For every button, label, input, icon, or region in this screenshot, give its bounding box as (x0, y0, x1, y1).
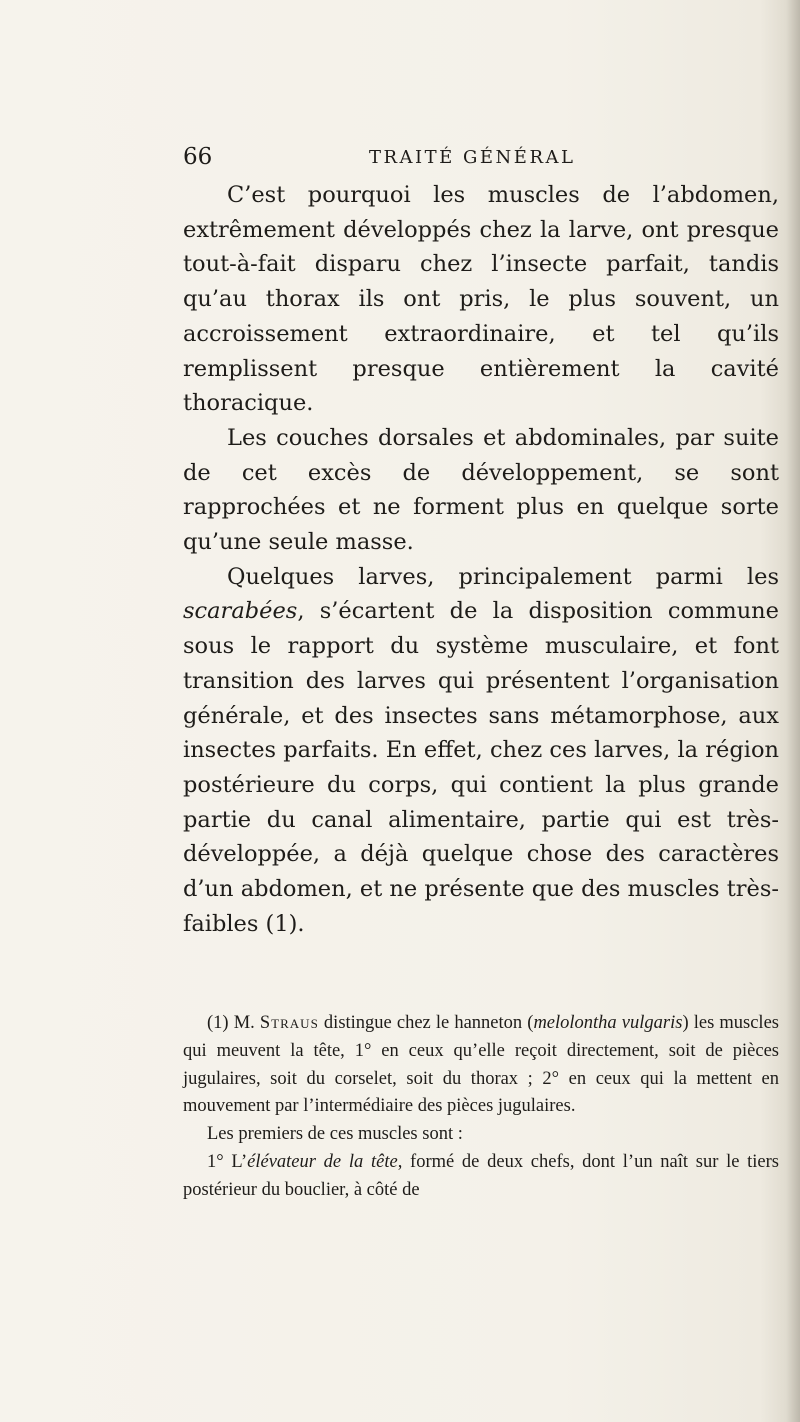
footnote-3-text: , formé de deux chefs, dont l’un naît sur le tiers postérieur du bouclier, à côté de (183, 1151, 779, 1200)
footnotes (183, 1010, 779, 1205)
footnote-text-a: distingue chez le hanneton ( (318, 1013, 534, 1033)
footnote-1 (183, 1010, 779, 1121)
paragraph-2: Les couches dorsales et abdominales, par suite de cet excès de développement, se sont rapprochées et ne forment plus en quelque sorte qu’une seule masse. (183, 424, 779, 556)
footnote-3-article: L’ (231, 1151, 248, 1172)
paragraph-3-rest: , s’écartent de la disposition commune sous le rapport du système musculaire, et font transition des larves qui présentent l’organisation générale, et des insectes sans métamorphose, aux insectes parfaits. En effet, chez ces larves, la région postérieure du corps, qui contient la plus grande partie du canal alimentaire, partie qui est très-développée, a déjà quelque chose des caractères d’un abdomen, et ne présente que des muscles très-faibles (1). (183, 598, 779, 937)
footnote-text-b: ) les muscles qui meuvent la tête, 1° en ceux qu’elle reçoit directement, soit de pièces jugulaires, soit du corselet, soit du thorax ; 2° en ceux qui la mettent en mouvement par l’intermédiaire des pièces jugulaires. (183, 1013, 779, 1117)
footnote-3 (183, 1149, 779, 1205)
page-edge-shadow (786, 0, 800, 1422)
page-number: 66 (183, 144, 213, 170)
footnote-2: Les premiers de ces muscles sont : (207, 1124, 463, 1145)
paragraph-1: C’est pourquoi les muscles de l’abdomen, extrêmement développés chez la larve, ont presque tout-à-fait disparu chez l’insecte parfait, tandis qu’au thorax ils ont pris, le plus souvent, un accroissement extraordinaire, et tel qu’ils remplissent presque entièrement la cavité thoracique. (183, 182, 779, 417)
paragraph-3-start: Quelques larves, principalement parmi les (227, 563, 779, 590)
footnote-3-number: 1° (207, 1151, 232, 1172)
footnote-3-term: élévateur de la tête (247, 1151, 398, 1172)
scarabees-term: scarabées (183, 598, 298, 625)
main-text (183, 178, 779, 941)
page-header (183, 140, 779, 180)
paragraph-3 (183, 560, 779, 942)
footnote-marker: (1) M. (207, 1013, 260, 1033)
footnote-species: melolontha vulgaris (533, 1013, 683, 1033)
running-title: TRAITÉ GÉNÉRAL (369, 147, 576, 168)
footnote-author: Straus (259, 1013, 319, 1033)
